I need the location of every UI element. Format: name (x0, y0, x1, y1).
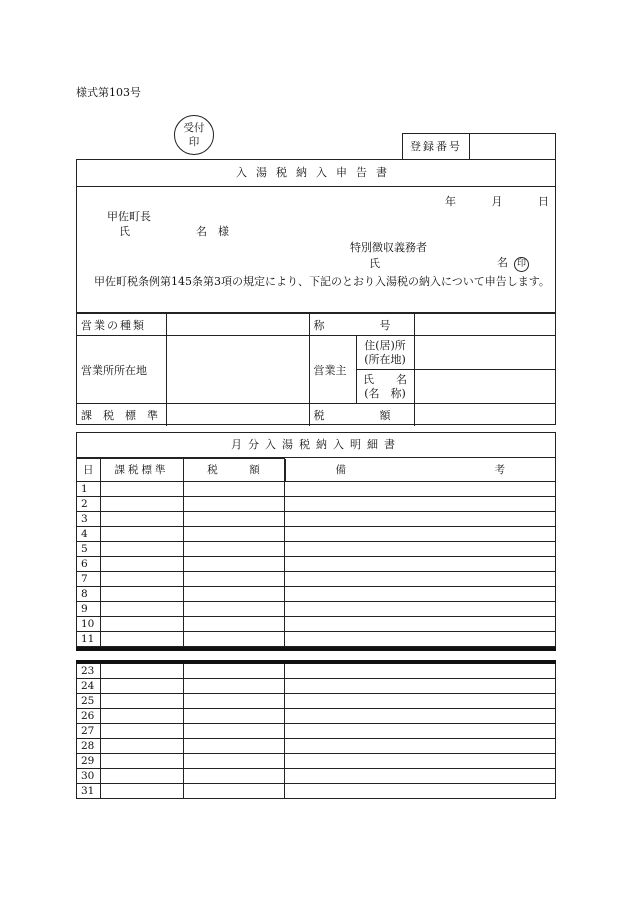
base-cell[interactable] (100, 497, 183, 512)
note-cell[interactable] (284, 497, 555, 512)
detail-row (77, 527, 555, 542)
note-cell[interactable] (284, 784, 555, 799)
amount-cell[interactable] (183, 617, 284, 632)
detail-row (77, 679, 555, 694)
registration-number-box (402, 133, 556, 159)
name-value[interactable] (414, 370, 555, 404)
note-cell[interactable] (284, 679, 555, 694)
amount-cell[interactable] (183, 587, 284, 602)
name-text: 氏 名 (363, 372, 407, 386)
amount-cell[interactable] (183, 784, 284, 799)
detail-row (77, 739, 555, 754)
base-cell[interactable] (100, 572, 183, 587)
note-cell[interactable] (284, 739, 555, 754)
header-note (285, 459, 556, 481)
amount-cell[interactable] (183, 724, 284, 739)
note-cell[interactable] (284, 769, 555, 784)
note-cell[interactable] (284, 632, 555, 647)
name-sub-text: (名 称) (364, 386, 406, 400)
obligor-heading: 特別徴収義務者 (350, 241, 427, 254)
detail-row (77, 632, 555, 647)
base-cell[interactable] (100, 617, 183, 632)
stamp-text-1: 受付 (183, 122, 205, 134)
note-cell[interactable] (284, 709, 555, 724)
registration-label: 登録番号 (403, 134, 470, 159)
detail-row (77, 497, 555, 512)
amount-cell[interactable] (183, 664, 284, 679)
amount-cell[interactable] (183, 542, 284, 557)
detail-row (77, 784, 555, 799)
detail-table-top (77, 458, 555, 646)
base-cell[interactable] (100, 769, 183, 784)
day-number: 30 (77, 769, 100, 784)
amount-cell[interactable] (183, 739, 284, 754)
business-type-label: 営業の種類 (77, 314, 166, 336)
base-cell[interactable] (100, 694, 183, 709)
base-cell[interactable] (100, 512, 183, 527)
amount-cell[interactable] (183, 572, 284, 587)
obligor-name-left: 氏 (369, 257, 380, 270)
operator-label: 営業主 (309, 336, 356, 404)
location-label: 営業所所在地 (77, 336, 166, 404)
amount-cell[interactable] (183, 632, 284, 647)
note-cell[interactable] (284, 542, 555, 557)
mayor-addressee: 甲佐町長 (107, 210, 151, 223)
reception-stamp-circle (174, 115, 214, 155)
registration-value[interactable] (470, 134, 555, 159)
tax-amount-value[interactable] (414, 404, 555, 426)
base-cell[interactable] (100, 679, 183, 694)
day-number: 7 (77, 572, 100, 587)
detail-row (77, 664, 555, 679)
note-cell[interactable] (284, 724, 555, 739)
amount-cell[interactable] (183, 482, 284, 497)
day-number: 27 (77, 724, 100, 739)
base-cell[interactable] (100, 587, 183, 602)
detail-table-lower-block (76, 664, 556, 799)
note-cell[interactable] (284, 557, 555, 572)
note-cell[interactable] (284, 602, 555, 617)
header-day: 日 (77, 459, 100, 482)
addressee-name-label: 氏 (119, 225, 130, 238)
seal-icon: 印 (514, 257, 529, 272)
base-cell[interactable] (100, 709, 183, 724)
detail-row (77, 754, 555, 769)
tax-base-label: 課 税 標 準 (77, 404, 166, 426)
day-number: 25 (77, 694, 100, 709)
detail-row (77, 602, 555, 617)
address-text: 住(居)所 (364, 338, 406, 352)
addressee-suffix: 名 様 (196, 225, 229, 238)
business-type-value[interactable] (166, 314, 309, 336)
day-number: 5 (77, 542, 100, 557)
day-label: 日 (538, 195, 549, 208)
detail-table-block (76, 432, 556, 647)
month-label: 月 (491, 195, 503, 208)
detail-row (77, 557, 555, 572)
detail-row (77, 724, 555, 739)
note-cell[interactable] (284, 527, 555, 542)
note-cell[interactable] (284, 572, 555, 587)
year-label: 年 (445, 195, 456, 208)
note-cell[interactable] (284, 754, 555, 769)
detail-row (77, 617, 555, 632)
base-cell[interactable] (100, 482, 183, 497)
declaration-form (76, 159, 556, 425)
trade-name-value[interactable] (414, 314, 555, 336)
detail-table-bottom (77, 664, 555, 798)
detail-row (77, 512, 555, 527)
day-number: 29 (77, 754, 100, 769)
day-number: 31 (77, 784, 100, 799)
note-cell[interactable] (284, 617, 555, 632)
base-cell[interactable] (100, 527, 183, 542)
day-number: 1 (77, 482, 100, 497)
detail-row (77, 694, 555, 709)
base-cell[interactable] (100, 664, 183, 679)
base-cell[interactable] (100, 784, 183, 799)
detail-row (77, 482, 555, 497)
note-cell[interactable] (284, 664, 555, 679)
form-number: 様式第103号 (76, 86, 141, 99)
address-sub-text: (所在地) (364, 352, 406, 366)
addressee-line (119, 223, 229, 239)
base-cell[interactable] (100, 632, 183, 647)
day-number: 10 (77, 617, 100, 632)
amount-cell[interactable] (183, 754, 284, 769)
base-cell[interactable] (100, 739, 183, 754)
amount-cell[interactable] (183, 679, 284, 694)
base-cell[interactable] (100, 557, 183, 572)
amount-cell[interactable] (183, 497, 284, 512)
day-number: 9 (77, 602, 100, 617)
note-cell[interactable] (284, 512, 555, 527)
day-number: 2 (77, 497, 100, 512)
stamp-text-2: 印 (188, 136, 200, 148)
amount-cell[interactable] (183, 557, 284, 572)
base-cell[interactable] (100, 602, 183, 617)
amount-cell[interactable] (183, 769, 284, 784)
declaration-text: 甲佐町税条例第145条第3項の規定により、下記のとおり入湯税の納入について申告します。 (94, 275, 550, 288)
day-number: 11 (77, 632, 100, 647)
form-title: 入湯税納入申告書 (77, 160, 555, 187)
location-value[interactable] (166, 336, 309, 404)
day-number: 3 (77, 512, 100, 527)
detail-row (77, 542, 555, 557)
detail-row (77, 587, 555, 602)
day-number: 8 (77, 587, 100, 602)
day-number: 28 (77, 739, 100, 754)
note-cell[interactable] (284, 482, 555, 497)
address-value[interactable] (414, 336, 555, 370)
day-number: 23 (77, 664, 100, 679)
detail-row (77, 709, 555, 724)
amount-cell[interactable] (183, 709, 284, 724)
detail-row (77, 769, 555, 784)
info-grid (77, 312, 555, 426)
base-cell[interactable] (100, 724, 183, 739)
detail-title: 月分入湯税納入明細書 (77, 433, 555, 458)
amount-cell[interactable] (183, 602, 284, 617)
day-number: 6 (77, 557, 100, 572)
day-number: 4 (77, 527, 100, 542)
amount-cell[interactable] (183, 512, 284, 527)
header-note-left: 備 (335, 463, 346, 476)
amount-cell[interactable] (183, 527, 284, 542)
address-label (356, 336, 414, 370)
base-cell[interactable] (100, 754, 183, 769)
header-note-right: 考 (494, 463, 505, 476)
tax-amount-label: 税 額 (309, 404, 414, 426)
obligor-name-right: 名 (497, 256, 508, 269)
day-number: 24 (77, 679, 100, 694)
header-amount: 税 額 (183, 459, 284, 482)
trade-name-label: 称 号 (309, 314, 414, 336)
amount-cell[interactable] (183, 694, 284, 709)
break-line-top (76, 647, 556, 651)
date-line (445, 193, 549, 209)
detail-row (77, 572, 555, 587)
tax-base-value[interactable] (166, 404, 309, 426)
name-label (356, 370, 414, 404)
day-number: 26 (77, 709, 100, 724)
note-cell[interactable] (284, 587, 555, 602)
note-cell[interactable] (284, 694, 555, 709)
obligor-name-line (369, 254, 529, 272)
base-cell[interactable] (100, 542, 183, 557)
header-base: 課税標準 (100, 459, 183, 482)
